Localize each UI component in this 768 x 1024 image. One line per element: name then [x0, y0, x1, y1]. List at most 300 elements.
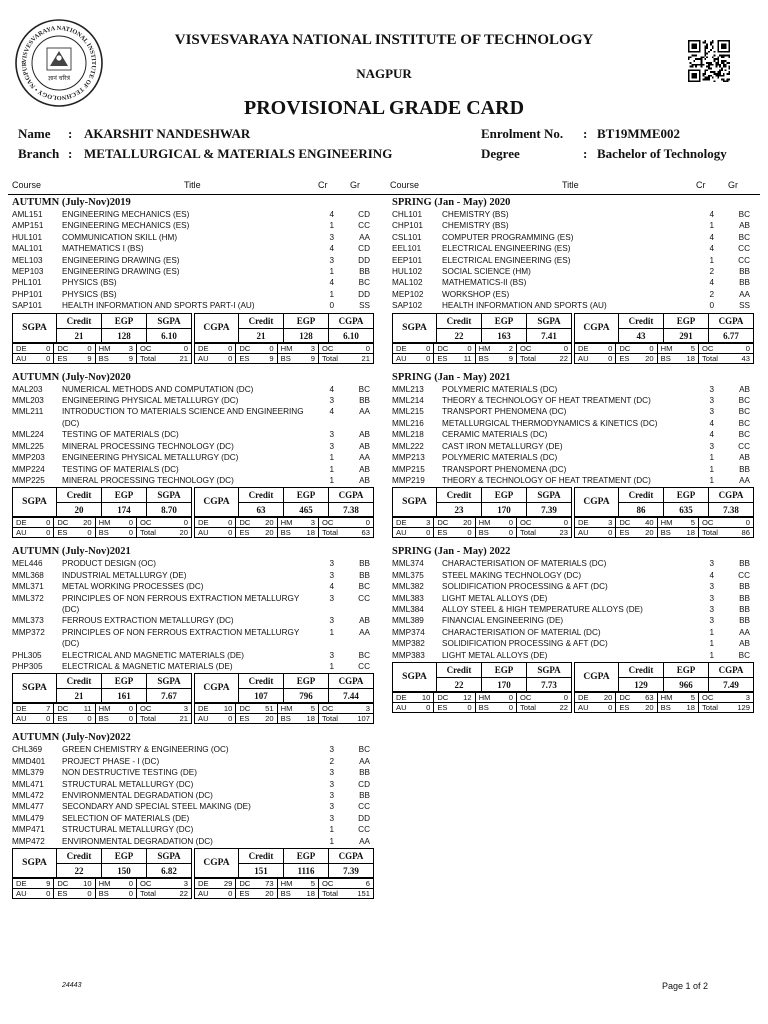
credit-category-value: 10	[223, 704, 233, 714]
credit-category-label: HM	[98, 343, 111, 353]
credit-category-value: 6	[365, 879, 370, 889]
course-grade: CC	[738, 570, 750, 580]
course-code: MMD401	[12, 756, 46, 766]
svg-text:VISVESVARAYA NATIONAL INSTITUT: VISVESVARAYA NATIONAL INSTITUTE OF TECHNOLOGY • NAGPUR	[20, 24, 98, 102]
credit-category-label: DE	[16, 343, 27, 353]
credit-category	[236, 518, 277, 527]
credit-category-value: 18	[686, 353, 695, 363]
course-row	[392, 570, 756, 581]
sgpa-box	[12, 313, 192, 343]
credit-category	[699, 693, 753, 702]
semester-block	[12, 731, 376, 899]
course-code: SAP101	[12, 301, 43, 311]
credit-category-label: DC	[239, 518, 251, 528]
credit-category-label: AU	[578, 702, 589, 712]
credit-category-value: 3	[128, 343, 133, 353]
sgpa-column-header: Credit	[57, 488, 101, 503]
sgpa-label: SGPA	[393, 663, 437, 691]
credit-category-label: ES	[619, 528, 630, 538]
course-title: ALLOY STEEL & HIGH TEMPERATURE ALLOYS (DE)	[442, 604, 643, 614]
course-credit: 1	[329, 289, 334, 299]
cgpa-column-header: EGP	[664, 663, 708, 678]
credit-category-value: 0	[563, 692, 568, 702]
credit-category-value: 3	[183, 879, 188, 889]
gpa-summary	[392, 662, 756, 713]
credit-category-value: 7	[46, 704, 51, 714]
credit-category	[236, 528, 277, 537]
sgpa-values	[437, 314, 571, 342]
course-grade: BB	[359, 768, 370, 778]
credit-category	[96, 528, 137, 537]
sgpa-column-value: 21	[74, 691, 84, 702]
credit-category	[54, 714, 95, 723]
course-code: MML368	[12, 570, 44, 580]
course-credit: 1	[709, 627, 714, 637]
course-grade: BB	[359, 559, 370, 569]
cgpa-label: CGPA	[195, 674, 239, 702]
credit-category	[476, 528, 517, 537]
credit-category-label: HM	[478, 692, 491, 702]
credit-category-label: BS	[98, 353, 109, 363]
credit-category-value: 3	[745, 692, 750, 702]
credit-category-label: Total	[139, 714, 156, 724]
cgpa-column-header: Credit	[239, 488, 283, 503]
sgpa-column-value: 6.10	[161, 330, 177, 341]
credit-category	[393, 354, 434, 363]
credit-breakdown-row	[575, 517, 753, 527]
cgpa-column-header: CGPA	[709, 663, 753, 678]
course-row	[12, 464, 376, 475]
cgpa-column	[709, 314, 753, 342]
course-title: CHARACTERISATION OF MATERIALS (DC)	[442, 559, 607, 569]
course-grade: CD	[358, 779, 370, 789]
course-title: SOCIAL SCIENCE (HM)	[442, 267, 531, 277]
course-row	[12, 289, 376, 300]
course-code: MML224	[12, 430, 44, 440]
credit-category	[195, 879, 236, 888]
course-row	[392, 384, 756, 395]
course-grade: BC	[358, 278, 370, 288]
sgpa-column-header: SGPA	[147, 314, 191, 329]
credit-category-value: 10	[421, 692, 431, 702]
credit-category-value: 5	[310, 879, 315, 889]
branch-separator: :	[68, 146, 73, 161]
course-title: POLYMERIC MATERIALS (DC)	[442, 384, 558, 394]
credit-category-label: AU	[396, 353, 407, 363]
batch-number: 24443	[62, 982, 82, 989]
sgpa-column-value: 170	[497, 679, 511, 690]
credit-category-label: DC	[57, 704, 69, 714]
credit-breakdown-row	[13, 353, 191, 363]
course-title: WORKSHOP (ES)	[442, 289, 510, 299]
course-credit: 4	[709, 418, 714, 428]
sgpa-values	[57, 488, 191, 516]
course-code: MMP215	[392, 464, 425, 474]
cgpa-column	[709, 488, 753, 516]
credit-category-label: OC	[321, 343, 334, 353]
credit-category-label: AU	[396, 528, 407, 538]
course-grade: AA	[739, 289, 750, 299]
course-code: MML374	[392, 559, 424, 569]
credit-category-label: ES	[239, 714, 250, 724]
credit-breakdown-row	[393, 692, 571, 702]
course-code: PHL305	[12, 650, 42, 660]
course-title: MINERAL PROCESSING TECHNOLOGY (DC)	[62, 475, 234, 485]
cgpa-values	[239, 849, 373, 877]
course-title: MINERAL PROCESSING TECHNOLOGY (DC)	[62, 441, 234, 451]
course-credit: 1	[709, 453, 714, 463]
student-branch: METALLURGICAL & MATERIALS ENGINEERING	[84, 146, 393, 161]
credit-category-value: 20	[265, 518, 274, 528]
cgpa-column-header: EGP	[284, 674, 328, 689]
course-credit: 1	[329, 453, 334, 463]
course-title: LIGHT METAL ALLOYS (DE)	[442, 593, 548, 603]
cgpa-column-header: Credit	[619, 663, 663, 678]
credit-breakdown-row	[195, 713, 373, 723]
cgpa-column	[284, 488, 329, 516]
cgpa-column-value: 7.39	[343, 866, 359, 877]
name-separator: :	[68, 126, 73, 141]
course-row	[392, 464, 756, 475]
course-credit: 4	[329, 278, 334, 288]
course-title: HEALTH INFORMATION AND SPORTS (AU)	[442, 301, 607, 311]
credit-category-value: 0	[508, 692, 513, 702]
course-row	[392, 232, 756, 243]
cgpa-column-value: 465	[299, 505, 313, 516]
course-grade: BC	[738, 407, 750, 417]
sgpa-column-value: 6.82	[161, 866, 177, 877]
cgpa-box	[574, 313, 754, 343]
course-grade: BB	[359, 570, 370, 580]
sgpa-column-value: 22	[454, 330, 464, 341]
credit-breakdown-row	[195, 517, 373, 527]
course-grade: BC	[358, 650, 370, 660]
credit-category-label: HM	[280, 343, 293, 353]
course-title: SECONDARY AND SPECIAL STEEL MAKING (DE)	[62, 802, 251, 812]
cgpa-column	[239, 314, 284, 342]
credit-category	[658, 354, 699, 363]
credit-category-label: DE	[198, 704, 209, 714]
course-code: MML372	[12, 593, 44, 603]
credit-breakdown-row	[575, 353, 753, 363]
credit-category-label: HM	[280, 704, 293, 714]
credit-category-value: 20	[463, 518, 472, 528]
cgpa-values	[239, 314, 373, 342]
course-grade: BC	[738, 396, 750, 406]
credit-category-label: ES	[57, 714, 68, 724]
gpa-summary	[12, 487, 376, 538]
course-grade: AA	[739, 475, 750, 485]
cgpa-column-header: EGP	[664, 488, 708, 503]
credit-breakdown-row	[13, 888, 191, 898]
semester-title: AUTUMN (July-Nov)2020	[12, 371, 131, 383]
credit-category-value: 0	[608, 343, 613, 353]
sgpa-box	[12, 487, 192, 517]
course-code: MMP224	[12, 464, 45, 474]
gpa-boxes-row	[12, 487, 376, 517]
cgpa-column-header: CGPA	[329, 849, 373, 864]
credit-breakdown-row-group	[12, 703, 376, 724]
credit-category-value: 22	[179, 889, 188, 899]
credit-breakdown-row	[393, 343, 571, 353]
course-grade: AA	[359, 453, 370, 463]
course-credit: 3	[709, 582, 714, 592]
credit-category	[54, 889, 95, 898]
course-credit: 2	[709, 267, 714, 277]
course-title: PHYSICS (BS)	[62, 278, 117, 288]
credit-breakdown-row	[13, 703, 191, 713]
credit-category-value: 9	[46, 879, 51, 889]
course-row	[12, 209, 376, 220]
course-grade: AA	[359, 407, 370, 417]
credit-category	[319, 704, 373, 713]
credit-category-value: 20	[83, 518, 92, 528]
credit-category-label: BS	[660, 528, 671, 538]
sgpa-column-value: 7.39	[541, 505, 557, 516]
course-credit: 1	[709, 255, 714, 265]
credit-category-label: Total	[701, 702, 718, 712]
sgpa-label: SGPA	[13, 314, 57, 342]
course-grade: AA	[359, 836, 370, 846]
credit-category-label: BS	[478, 528, 489, 538]
credit-category	[54, 354, 95, 363]
gpa-summary	[12, 673, 376, 724]
cgpa-box	[574, 487, 754, 517]
credit-category	[393, 693, 434, 702]
credit-category	[517, 518, 571, 527]
credit-category-value: 22	[559, 353, 568, 363]
course-row	[12, 300, 376, 311]
credit-category-value: 9	[310, 353, 315, 363]
course-row	[392, 441, 756, 452]
credit-category-label: Total	[519, 702, 536, 712]
credit-category	[616, 703, 657, 712]
course-credit: 3	[709, 407, 714, 417]
credit-category-label: ES	[437, 702, 448, 712]
credit-category	[137, 704, 191, 713]
credit-category	[13, 528, 54, 537]
course-code: MEP102	[392, 289, 424, 299]
cgpa-label: CGPA	[195, 849, 239, 877]
sgpa-column-header: EGP	[482, 314, 526, 329]
cgpa-column-value: 129	[634, 679, 648, 690]
credit-category-label: Total	[321, 714, 338, 724]
course-code: MMP203	[12, 453, 45, 463]
course-code: MMP472	[12, 836, 45, 846]
course-grade: AB	[739, 221, 750, 231]
credit-category-value: 20	[645, 702, 654, 712]
credit-breakdown-row	[13, 527, 191, 537]
course-title: METAL WORKING PROCESSES (DC)	[62, 582, 204, 592]
sgpa-box	[12, 673, 192, 703]
course-title: SOLIDIFICATION PROCESSING & AFT (DC)	[442, 582, 608, 592]
credit-category	[699, 518, 753, 527]
cgpa-credit-breakdown	[574, 692, 754, 713]
page-title: PROVISIONAL GRADE CARD	[243, 97, 525, 119]
course-row	[12, 661, 376, 672]
credit-category	[434, 703, 475, 712]
course-row	[12, 836, 376, 847]
course-code: MML389	[392, 616, 424, 626]
sgpa-column	[57, 849, 102, 877]
cgpa-column-value: 6.10	[343, 330, 359, 341]
enrolment-label: Enrolment No.	[481, 126, 564, 141]
course-title: PRINCIPLES OF NON FERROUS EXTRACTION METALLURGY (DC)	[62, 627, 300, 649]
credit-category-label: ES	[437, 528, 448, 538]
sgpa-column-header: EGP	[482, 488, 526, 503]
credit-category-label: AU	[16, 353, 27, 363]
credit-category-value: 20	[265, 528, 274, 538]
credit-category-label: BS	[280, 528, 291, 538]
sgpa-credit-breakdown	[12, 517, 192, 538]
credit-category-label: DC	[239, 343, 251, 353]
credit-breakdown-row	[393, 517, 571, 527]
course-title: LIGHT METAL ALLOYS (DE)	[442, 650, 548, 660]
cgpa-label: CGPA	[575, 488, 619, 516]
course-title: TRANSPORT PHENOMENA (DC)	[442, 407, 567, 417]
course-row	[12, 593, 376, 616]
credit-category-value: 0	[46, 714, 51, 724]
course-grade: AB	[359, 441, 370, 451]
course-grade: BC	[738, 210, 750, 219]
credit-category-value: 0	[128, 528, 133, 538]
credit-category-value: 0	[426, 702, 431, 712]
course-row	[392, 593, 756, 604]
cgpa-values	[619, 314, 753, 342]
course-title: ELECTRICAL AND MAGNETIC MATERIALS (DE)	[62, 650, 244, 660]
credit-category	[517, 703, 571, 712]
course-title: THEORY & TECHNOLOGY OF HEAT TREATMENT (DC)	[442, 396, 651, 406]
credit-category-value: 40	[645, 518, 654, 528]
credit-category-label: AU	[16, 889, 27, 899]
credit-category	[393, 518, 434, 527]
credit-category-value: 0	[467, 528, 472, 538]
credit-category-value: 22	[559, 702, 568, 712]
course-title: THEORY & TECHNOLOGY OF HEAT TREATMENT (DC)	[442, 475, 651, 485]
course-credit: 3	[709, 593, 714, 603]
course-grade: BC	[738, 430, 750, 440]
semester-block	[392, 545, 756, 713]
cgpa-column-header: Credit	[619, 314, 663, 329]
course-title: PHYSICS (BS)	[62, 289, 117, 299]
cgpa-column	[709, 663, 753, 691]
credit-category	[236, 344, 277, 353]
course-title: PRINCIPLES OF NON FERROUS EXTRACTION METALLURGY (DC)	[62, 593, 300, 614]
course-credit: 4	[709, 210, 714, 219]
credit-category	[195, 528, 236, 537]
course-row	[12, 615, 376, 626]
course-title: FERROUS EXTRACTION METALLURGY (DC)	[62, 616, 234, 626]
course-grade: BB	[359, 396, 370, 406]
credit-category-value: 3	[310, 518, 315, 528]
credit-category-value: 0	[128, 879, 133, 889]
sgpa-box	[392, 487, 572, 517]
sgpa-column	[102, 314, 147, 342]
cgpa-column-header: CGPA	[329, 674, 373, 689]
course-credit: 3	[329, 779, 334, 789]
course-code: MML472	[12, 791, 44, 800]
gpa-summary	[12, 848, 376, 899]
course-row	[392, 452, 756, 463]
cgpa-column-value: 151	[254, 866, 268, 877]
credit-category	[616, 354, 657, 363]
course-credit: 3	[709, 384, 714, 394]
credit-category-label: BS	[660, 353, 671, 363]
course-code: MAL203	[12, 384, 43, 394]
course-credit: 4	[329, 582, 334, 592]
sgpa-column-value: 22	[454, 679, 464, 690]
student-name: AKARSHIT NANDESHWAR	[84, 126, 251, 141]
course-credit: 1	[329, 475, 334, 485]
credit-category	[236, 714, 277, 723]
credit-category-label: HM	[660, 518, 673, 528]
cgpa-box	[194, 848, 374, 878]
credit-category-value: 5	[690, 343, 695, 353]
cgpa-values	[239, 674, 373, 702]
credit-category-label: BS	[280, 889, 291, 899]
credit-category-label: AU	[578, 528, 589, 538]
sgpa-column-header: SGPA	[527, 314, 571, 329]
credit-category-label: DE	[396, 692, 407, 702]
course-title: METALLURGICAL THERMODYNAMICS & KINETICS (DC)	[442, 418, 658, 428]
credit-category-label: OC	[701, 343, 714, 353]
course-row	[12, 406, 376, 429]
credit-category-value: 20	[179, 528, 188, 538]
credit-category-label: ES	[437, 353, 448, 363]
credit-category-value: 0	[228, 518, 233, 528]
credit-category-label: OC	[139, 704, 152, 714]
credit-category	[13, 714, 54, 723]
cgpa-box	[194, 487, 374, 517]
credit-category	[137, 528, 191, 537]
credit-category-value: 21	[179, 353, 188, 363]
credit-category-value: 3	[426, 518, 431, 528]
credit-category-label: DC	[619, 518, 631, 528]
credit-category-value: 0	[228, 343, 233, 353]
credit-category-label: BS	[660, 702, 671, 712]
credit-category	[13, 879, 54, 888]
course-grade: CD	[358, 210, 370, 219]
course-credit: 3	[329, 791, 334, 800]
course-title: NON DESTRUCTIVE TESTING (DE)	[62, 768, 197, 778]
course-grade: DD	[358, 255, 370, 265]
credit-category	[54, 344, 95, 353]
course-grade: BB	[739, 464, 750, 474]
course-title: CAST IRON METALLURGY (DE)	[442, 441, 563, 451]
column-cr: Cr	[696, 180, 706, 190]
cgpa-column-value: 43	[636, 330, 646, 341]
cgpa-column	[619, 488, 664, 516]
course-row	[392, 418, 756, 429]
credit-category-label: HM	[478, 518, 491, 528]
course-title: COMPUTER PROGRAMMING (ES)	[442, 232, 574, 242]
credit-category-value: 0	[87, 343, 92, 353]
cgpa-box	[574, 662, 754, 692]
sgpa-credit-breakdown	[12, 703, 192, 724]
credit-category-value: 3	[310, 343, 315, 353]
credit-category-value: 0	[426, 353, 431, 363]
sgpa-column	[57, 314, 102, 342]
sgpa-column	[527, 314, 571, 342]
cgpa-credit-breakdown	[194, 878, 374, 899]
course-row	[12, 475, 376, 486]
credit-category-value: 86	[741, 528, 750, 538]
cgpa-column-value: 63	[256, 505, 266, 516]
course-title: ENVIRONMENTAL DEGRADATION (DC)	[62, 791, 213, 800]
course-grade: AA	[359, 756, 370, 766]
credit-category	[13, 704, 54, 713]
credit-category-label: AU	[198, 714, 209, 724]
